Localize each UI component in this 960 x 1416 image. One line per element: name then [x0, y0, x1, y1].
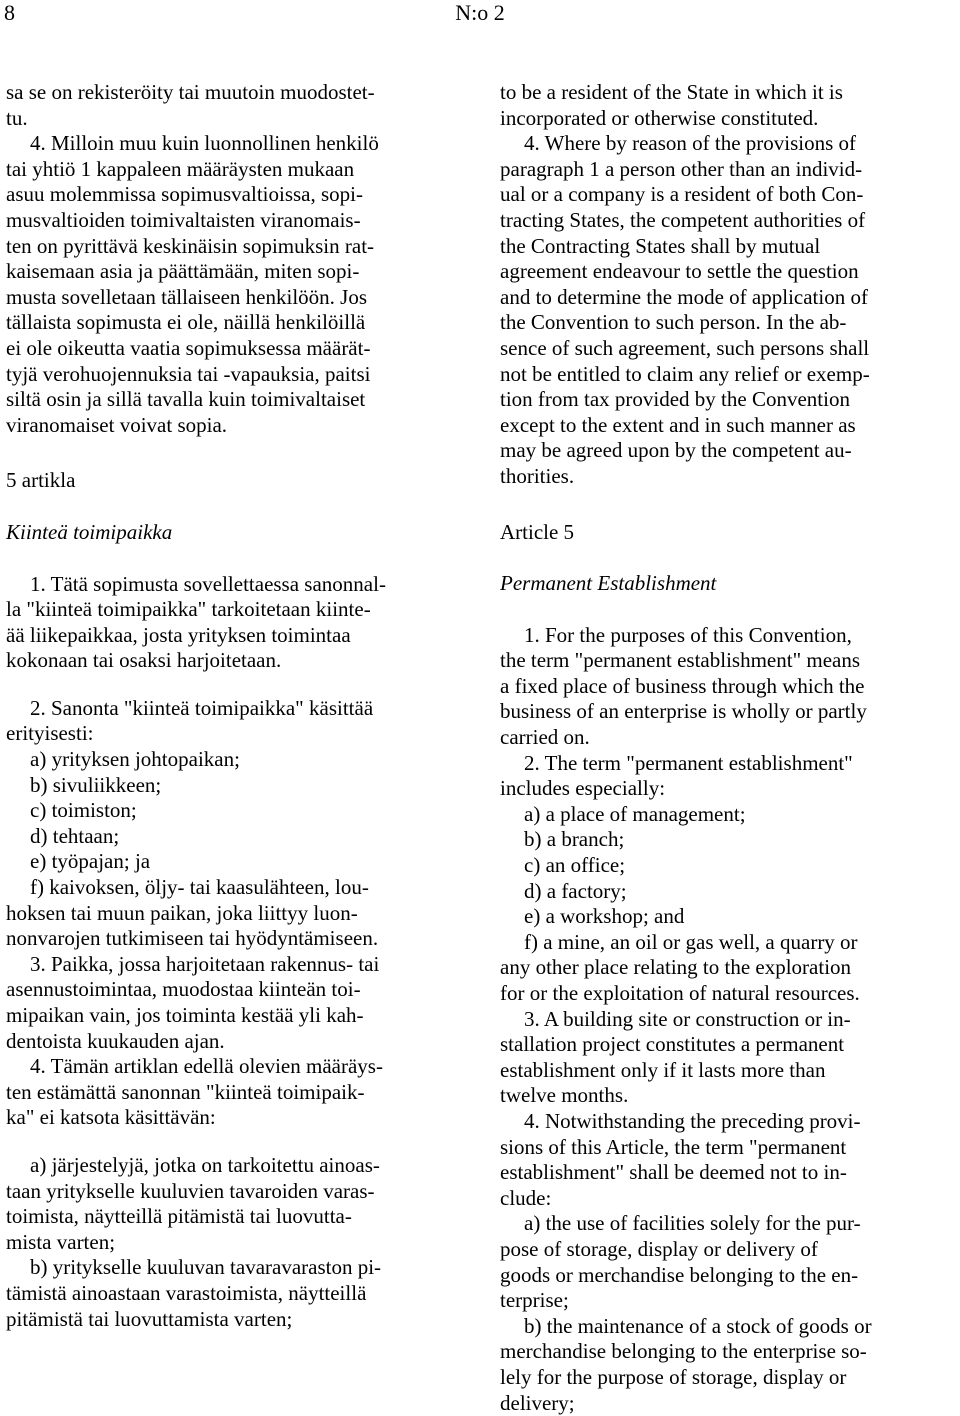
fi-paragraph-3: 3. Paikka, jossa harjoitetaan rakennus- tai asennustoimintaa, muodostaa kiinteän toi- mipaikan vain, jos toiminta kestää yli kah- dentoista kuukauden ajan. — [6, 951, 380, 1053]
english-column — [500, 80, 952, 1416]
fi-continuation: sa se on rekisteröity tai muutoin muodostet- tu. — [6, 80, 375, 130]
en-paragraph-2: 2. The term "permanent establishment" includes especially: — [500, 750, 853, 801]
en-article-number: Article 5 — [500, 519, 575, 544]
en-article-title: Permanent Establishment — [500, 571, 717, 596]
fi-paragraph-2: 2. Sanonta "kiinteä toimipaikka" käsittää erityisesti: — [6, 695, 374, 746]
fi-paragraph-4: 4. Tämän artiklan edellä olevien määräys- ten estämättä sanonnan "kiinteä toimipaik- ka" ei katsota käsittävän: — [6, 1054, 383, 1130]
en-paragraph-4: 4. Notwithstanding the preceding provi- sions of this Article, the term "permanent establishment" shall be deemed not to in- clude: — [500, 1108, 861, 1210]
en-paragraph-4-b: b) the maintenance of a stock of goods or merchandise belonging to the enterprise so- lely for the purpose of storage, display or delivery; — [500, 1313, 872, 1415]
fi-article-number: 5 artikla — [6, 468, 76, 493]
en-paragraph-4-a: a) the use of facilities solely for the pur- pose of storage, display or delivery of goods or merchandise belonging to the en- terprise; — [500, 1211, 861, 1313]
fi-paragraph-2-items: a) yrityksen johtopaikan; b) sivuliikkeen; c) toimiston; d) tehtaan; e) työpajan; ja — [30, 747, 240, 874]
en-paragraph-2-items: a) a place of management; b) a branch; c) an office; d) a factory; e) a workshop; and — [524, 801, 746, 929]
en-paragraph-2-f: f) a mine, an oil or gas well, a quarry or any other place relating to the exploration for or the exploitation of natural resources. — [500, 929, 860, 1005]
en-paragraph-3: 3. A building site or construction or in- stallation project constitutes a permanent establishment only if it lasts more than twelve months. — [500, 1006, 851, 1108]
en-paragraph-1: 1. For the purposes of this Convention, the term "permanent establishment" means a fixed place of business through which the business of an enterprise is wholly or partly carried on. — [500, 622, 867, 750]
fi-paragraph-4-a: a) järjestelyjä, jotka on tarkoitettu ainoas- taan yritykselle kuuluvien tavaroiden varas- toimista, näytteillä pitämistä tai luovutta- mista varten; — [6, 1152, 380, 1254]
finnish-column — [6, 80, 458, 1332]
fi-paragraph-2-f: f) kaivoksen, öljy- tai kaasulähteen, lou- hoksen tai muun paikan, joka liittyy luon- nonvarojen tutkimiseen tai hyödyntämiseen. — [6, 875, 379, 951]
fi-paragraph-4-residence: 4. Milloin muu kuin luonnollinen henkilö tai yhtiö 1 kappaleen määräysten mukaan asuu molemmissa sopimusvaltioissa, sopi- musvaltioiden toimivaltaisten viranomais- ten on pyrittävä keskinäisin sopimuksin rat- kaisemaan asia ja päättämään, miten sopi- musta sovelletaan tällaiseen henkilöön. Jos tällaista sopimusta ei ole, näillä henkilöillä ei ole oikeutta vaatia sopimuksessa määrät- tyjä verohuojennuksia tai -vapauksia, paitsi siltä osin ja sillä tavalla kuin toimivaltaiset viranomaiset voivat sopia. — [6, 131, 379, 437]
issue-number: N:o 2 — [455, 0, 505, 25]
fi-paragraph-1: 1. Tätä sopimusta sovellettaessa sanonnal- la "kiinteä toimipaikka" tarkoitetaan kiinte- ää liikepaikkaa, josta yrityksen toimintaa kokonaan tai osaksi harjoitetaan. — [6, 571, 386, 673]
en-continuation: to be a resident of the State in which it is incorporated or otherwise constituted. — [500, 80, 843, 130]
fi-article-title: Kiinteä toimipaikka — [6, 519, 173, 544]
fi-paragraph-4-b: b) yritykselle kuuluvan tavaravaraston pi- tämistä ainoastaan varastoimista, näytteillä pitämistä tai luovuttamista varten; — [6, 1255, 382, 1331]
page-number: 8 — [4, 0, 15, 25]
en-paragraph-4-residence: 4. Where by reason of the provisions of paragraph 1 a person other than an individ- ual or a company is a resident of both Con- tracting States, the competent authorities of the Contracting States shall by mutual agreement endeavour to settle the question and to determine the mode of application of the Convention to such person. In the ab- sence of such agreement, such persons shall not be entitled to claim any relief or exemp- tion from tax provided by the Convention except to the extent and in such manner as may be agreed upon by the competent au- thorities. — [500, 131, 870, 488]
